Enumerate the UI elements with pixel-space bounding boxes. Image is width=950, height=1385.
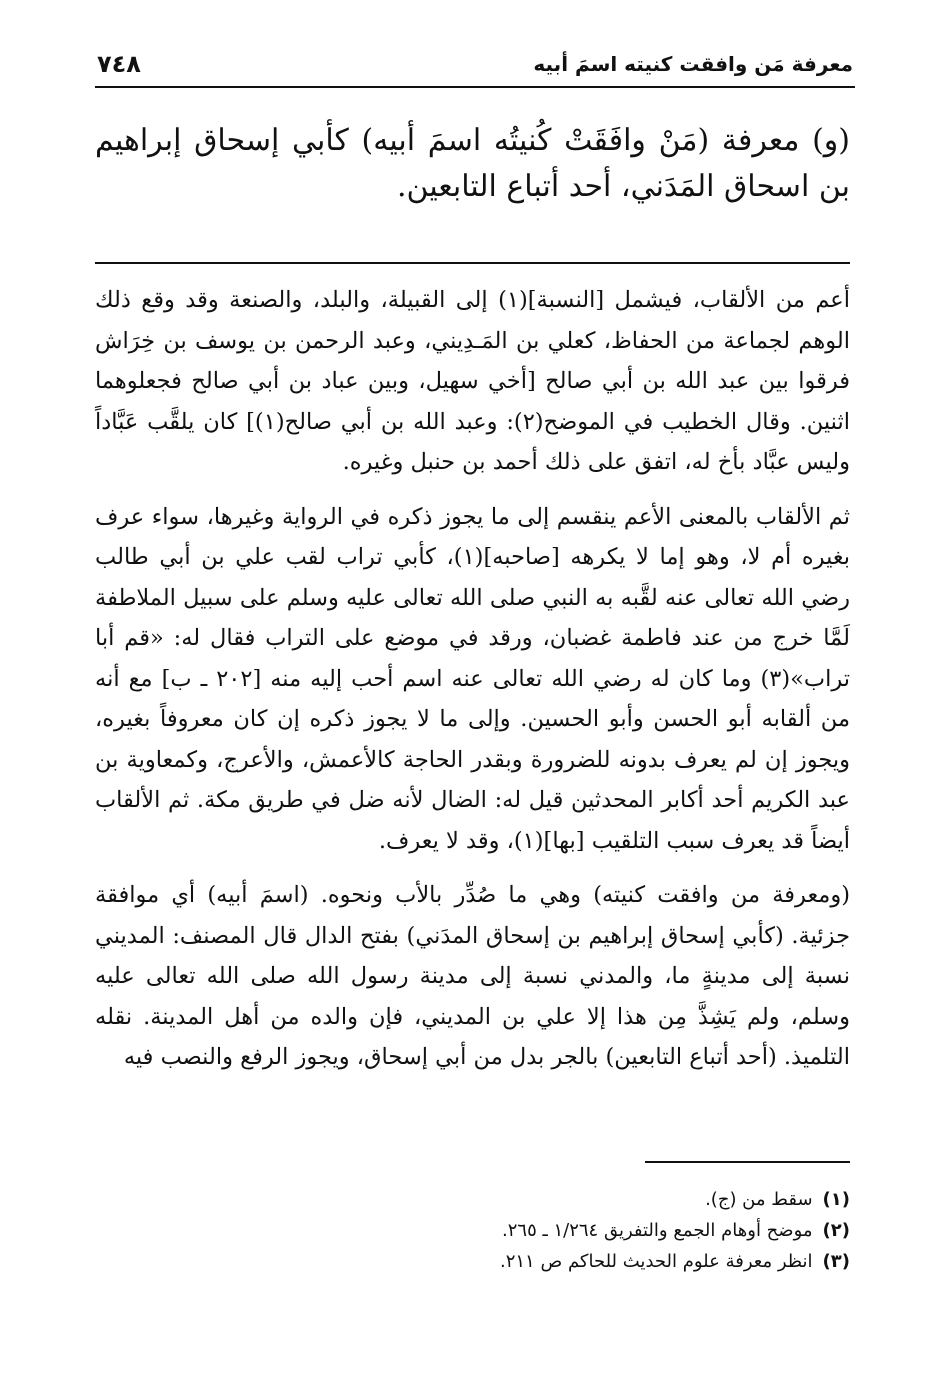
running-title: معرفة مَن وافقت كنيته اسمَ أبيه: [533, 52, 853, 76]
commentary-paragraph: (ومعرفة من وافقت كنيته) وهي ما صُدِّر بالأب ونحوه. (اسمَ أبيه) أي موافقة جزئية. (كأبي إسحاق إبراهيم بن إسحاق المدَني) بفتح الدال قال المصنف: المديني نسبة إلى مدينةٍ ما، والمدني نسبة إلى مدينة رسول الله صلى الله تعالى عليه وسلم، ولم يَشِذَّ مِن هذا إلا علي بن المديني، فإن والده من أهل المدينة. نقله التلميذ. (أحد أتباع التابعين) بالجر بدل من أبي إسحاق، ويجوز الرفع والنصب فيه: [95, 882, 850, 1070]
footnote-text: سقط من (ج).: [705, 1189, 813, 1210]
commentary-paragraph: ثم الألقاب بالمعنى الأعم ينقسم إلى ما يجوز ذكره في الرواية وغيرها، سواء عرف بغيره أم لا، وهو إما لا يكرهه [صاحبه](١)، كأبي تراب لقب علي بن أبي طالب رضي الله تعالى عنه لقَّبه به النبي صلى الله تعالى عليه وسلم على سبيل الملاطفة لَمَّا خرج من عند فاطمة غضبان، ورقد في موضع على التراب فقال له: «قم أبا تراب»(٣) وما كان له رضي الله تعالى عنه اسم أحب إليه منه [٢٠٢ ـ ب] مع أنه من ألقابه أبو الحسن وأبو الحسين. وإلى ما لا يجوز ذكره إن كان معروفاً بغيره، ويجوز إن لم يعرف بدونه للضرورة وبقدر الحاجة كالأعمش، والأعرج، وكمعاوية بن عبد الكريم أحد أكابر المحدثين قيل له: الضال لأنه ضل في طريق مكة. ثم الألقاب أيضاً قد يعرف سبب التلقيب [بها](١)، وقد لا يعرف.: [95, 503, 851, 854]
separator-rule: [95, 262, 850, 264]
footnote-text: انظر معرفة علوم الحديث للحاكم ص ٢١١.: [499, 1251, 813, 1272]
commentary-paragraph: أعم من الألقاب، فيشمل [النسبة](١) إلى القبيلة، والبلد، والصنعة وقد وقع ذلك الوهم لجماعة من الحفاظ، كعلي بن المَـدِيني، وعبد الرحمن بن يوسف بن خِرَاش فرقوا بين عبد الله بن أبي صالح [أخي سهيل، وبين عباد بن أبي صالح فجعلوهما اثنين. وقال الخطيب في الموضح(٢): وعبد الله بن أبي صالح(١)] كان يلقَّب عَبَّاداً وليس عبَّاد بأخ له، اتفق على ذلك أحمد بن حنبل وغيره.: [95, 287, 850, 475]
page-number: ٧٤٨: [97, 50, 141, 78]
footnotes: [95, 1184, 850, 1277]
footnote-number: (٢): [822, 1220, 850, 1241]
commentary: [95, 280, 850, 1092]
footnote-text: موضح أوهام الجمع والتفريق ١/٢٦٤ ـ ٢٦٥.: [502, 1220, 813, 1241]
footnote-item: [95, 1184, 850, 1215]
main-text: (و) معرفة (مَنْ وافَقَتْ كُنيتُه اسمَ أبيه) كأبي إسحاق إبراهيم بن اسحاق المَدَني، أحد أتباع التابعين.: [95, 123, 850, 204]
footnote-number: (٣): [822, 1251, 850, 1272]
page-header: [95, 44, 855, 88]
footnote-separator: [645, 1161, 850, 1163]
footnote-number: (١): [822, 1189, 850, 1210]
footnote-item: [95, 1246, 850, 1277]
footnote-item: [95, 1215, 850, 1246]
